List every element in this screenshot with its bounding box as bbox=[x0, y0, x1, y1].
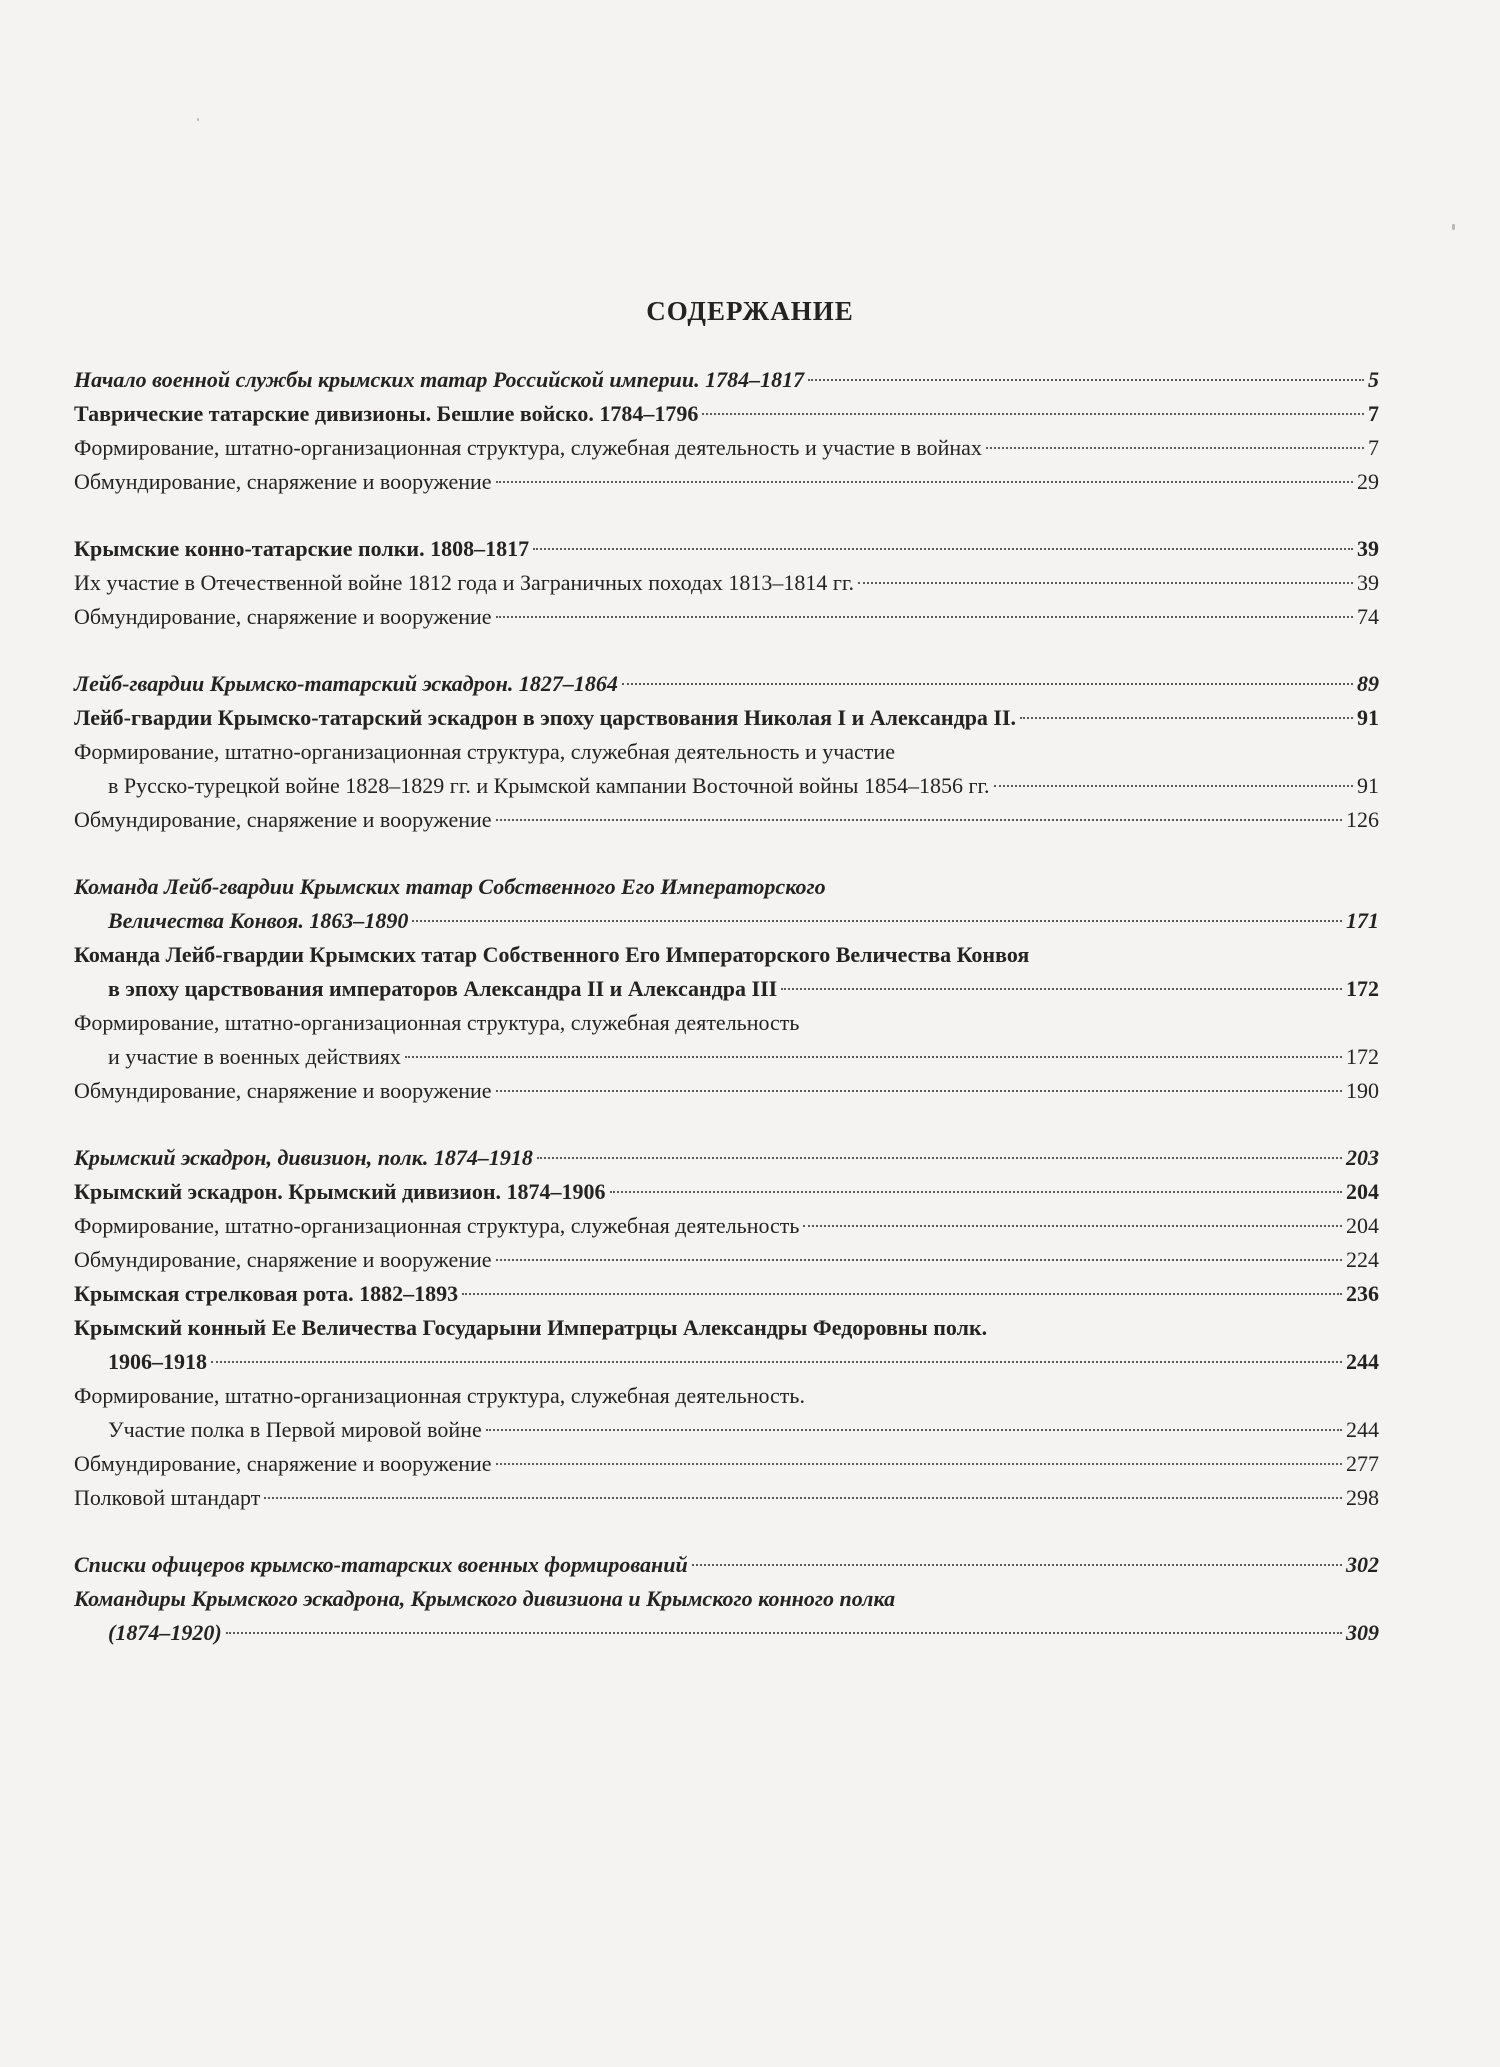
toc-entry-text: и участие в военных действиях bbox=[108, 1044, 401, 1069]
toc-entry[interactable] bbox=[74, 1548, 1379, 1582]
page-number: 302 bbox=[1346, 1552, 1379, 1577]
dot-leader bbox=[610, 1191, 1343, 1193]
toc-entry-text: Команда Лейб-гвардии Крымских татар Собственного Его Императорского Величества Конвоя bbox=[74, 942, 1030, 967]
toc-entry[interactable] bbox=[74, 1311, 1379, 1379]
toc-entry[interactable] bbox=[74, 1243, 1379, 1277]
toc-entry[interactable] bbox=[74, 870, 1379, 938]
toc-section bbox=[74, 532, 1379, 634]
toc-entry[interactable] bbox=[74, 1277, 1379, 1311]
toc-entry-text: Начало военной службы крымских татар Российской империи. 1784–1817 bbox=[74, 367, 805, 392]
dot-leader bbox=[226, 1632, 1342, 1634]
dot-leader bbox=[858, 582, 1353, 584]
toc-entry-text: Крымские конно-татарские полки. 1808–1817 bbox=[74, 536, 530, 561]
toc-entry[interactable] bbox=[74, 1582, 1379, 1650]
toc-entry-text: Списки офицеров крымско-татарских военных формирований bbox=[74, 1552, 688, 1577]
toc-entry-text: Обмундирование, снаряжение и вооружение bbox=[74, 1247, 492, 1272]
toc-entry-text: Обмундирование, снаряжение и вооружение bbox=[74, 807, 492, 832]
page-number: 172 bbox=[1346, 976, 1379, 1001]
page-number: 244 bbox=[1346, 1417, 1379, 1442]
page-number: 236 bbox=[1346, 1281, 1379, 1306]
toc-entry-text: Крымский эскадрон, дивизион, полк. 1874–1918 bbox=[74, 1145, 533, 1170]
page-number: 224 bbox=[1346, 1247, 1379, 1272]
toc-entry[interactable] bbox=[74, 667, 1379, 701]
toc-entry[interactable] bbox=[74, 363, 1379, 397]
dot-leader bbox=[412, 920, 1342, 922]
toc-entry[interactable] bbox=[74, 465, 1379, 499]
toc-entry-text: Крымский эскадрон. Крымский дивизион. 1874–1906 bbox=[74, 1179, 606, 1204]
toc-entry-text: Полковой штандарт bbox=[74, 1485, 261, 1510]
toc-entry[interactable] bbox=[74, 1379, 1379, 1447]
toc-entry-text: Обмундирование, снаряжение и вооружение bbox=[74, 1451, 492, 1476]
dot-leader bbox=[808, 379, 1364, 381]
dot-leader bbox=[496, 819, 1342, 821]
page-number: 298 bbox=[1346, 1485, 1379, 1510]
toc-entry-text: Формирование, штатно-организационная структура, служебная деятельность и участие в войнах bbox=[74, 435, 982, 460]
page-title: СОДЕРЖАНИЕ bbox=[646, 296, 854, 326]
page-number: 91 bbox=[1357, 773, 1379, 798]
toc-entry[interactable] bbox=[74, 1175, 1379, 1209]
dot-leader bbox=[496, 1090, 1342, 1092]
dot-leader bbox=[986, 447, 1364, 449]
toc-entry-text: Команда Лейб-гвардии Крымских татар Собственного Его Императорского bbox=[74, 874, 826, 899]
toc-entry-text: в Русско-турецкой войне 1828–1829 гг. и Крымской кампании Восточной войны 1854–1856 гг. bbox=[108, 773, 990, 798]
toc-entry-text: Лейб-гвардии Крымско-татарский эскадрон в эпоху царствования Николая I и Александра II. bbox=[74, 705, 1017, 730]
dot-leader bbox=[702, 413, 1364, 415]
page-number: 190 bbox=[1346, 1078, 1379, 1103]
page-number: 39 bbox=[1357, 570, 1379, 595]
toc-entry-text: в эпоху царствования императоров Александра II и Александра III bbox=[108, 976, 778, 1001]
toc-entry[interactable] bbox=[74, 1074, 1379, 1108]
toc-entry[interactable] bbox=[74, 600, 1379, 634]
dot-leader bbox=[622, 683, 1353, 685]
dot-leader bbox=[533, 548, 1353, 550]
toc-entry-text: Обмундирование, снаряжение и вооружение bbox=[74, 604, 492, 629]
dot-leader bbox=[1020, 717, 1353, 719]
page-number: 7 bbox=[1368, 401, 1379, 426]
toc-entry-text: Командиры Крымского эскадрона, Крымского дивизиона и Крымского конного полка bbox=[74, 1586, 896, 1611]
toc-entry-text: Их участие в Отечественной войне 1812 года и Заграничных походах 1813–1814 гг. bbox=[74, 570, 854, 595]
page-number: 126 bbox=[1346, 807, 1379, 832]
dot-leader bbox=[264, 1497, 1342, 1499]
toc-entry[interactable] bbox=[74, 1209, 1379, 1243]
page-number: 277 bbox=[1346, 1451, 1379, 1476]
toc-entry[interactable] bbox=[74, 1481, 1379, 1515]
page-number: 7 bbox=[1368, 435, 1379, 460]
toc-entry[interactable] bbox=[74, 735, 1379, 803]
toc-entry[interactable] bbox=[74, 938, 1379, 1006]
dot-leader bbox=[781, 988, 1342, 990]
page-number: 309 bbox=[1346, 1620, 1379, 1645]
toc-entry-text: Формирование, штатно-организационная структура, служебная деятельность bbox=[74, 1010, 800, 1035]
toc-entry-text: Формирование, штатно-организационная структура, служебная деятельность bbox=[74, 1213, 800, 1238]
toc-entry-text: Участие полка в Первой мировой войне bbox=[108, 1417, 482, 1442]
page-number: 89 bbox=[1357, 671, 1379, 696]
page-number: 171 bbox=[1346, 908, 1379, 933]
scan-mark bbox=[1452, 224, 1455, 230]
toc-entry-text: Величества Конвоя. 1863–1890 bbox=[108, 908, 409, 933]
table-of-contents bbox=[74, 363, 1379, 1683]
dot-leader bbox=[803, 1225, 1342, 1227]
dot-leader bbox=[496, 481, 1353, 483]
toc-entry-text: (1874–1920) bbox=[108, 1620, 222, 1645]
page-number: 39 bbox=[1357, 536, 1379, 561]
page-number: 244 bbox=[1346, 1349, 1379, 1374]
page-number: 29 bbox=[1357, 469, 1379, 494]
toc-entry[interactable] bbox=[74, 566, 1379, 600]
toc-section bbox=[74, 1548, 1379, 1650]
toc-entry[interactable] bbox=[74, 397, 1379, 431]
toc-entry-text: Крымский конный Ее Величества Государыни Императрцы Александры Федоровны полк. bbox=[74, 1315, 988, 1340]
toc-entry[interactable] bbox=[74, 803, 1379, 837]
toc-section bbox=[74, 870, 1379, 1108]
toc-entry-text: Формирование, штатно-организационная структура, служебная деятельность и участие bbox=[74, 739, 895, 764]
page-number: 172 bbox=[1346, 1044, 1379, 1069]
toc-entry-text: Лейб-гвардии Крымско-татарский эскадрон. 1827–1864 bbox=[74, 671, 618, 696]
toc-section bbox=[74, 667, 1379, 837]
page-number: 5 bbox=[1368, 367, 1379, 392]
dot-leader bbox=[496, 1259, 1342, 1261]
toc-entry-text: Крымская стрелковая рота. 1882–1893 bbox=[74, 1281, 459, 1306]
toc-entry-text: 1906–1918 bbox=[108, 1349, 207, 1374]
toc-entry[interactable] bbox=[74, 431, 1379, 465]
scan-mark bbox=[197, 118, 199, 121]
dot-leader bbox=[537, 1157, 1342, 1159]
toc-entry-text: Формирование, штатно-организационная структура, служебная деятельность. bbox=[74, 1383, 805, 1408]
dot-leader bbox=[692, 1564, 1342, 1566]
dot-leader bbox=[486, 1429, 1342, 1431]
dot-leader bbox=[462, 1293, 1342, 1295]
page-number: 204 bbox=[1346, 1179, 1379, 1204]
toc-section bbox=[74, 1141, 1379, 1515]
toc-entry[interactable] bbox=[74, 1447, 1379, 1481]
page-number: 91 bbox=[1357, 705, 1379, 730]
toc-entry[interactable] bbox=[74, 701, 1379, 735]
dot-leader bbox=[496, 1463, 1342, 1465]
toc-entry-text: Таврические татарские дивизионы. Бешлие войско. 1784–1796 bbox=[74, 401, 699, 426]
toc-entry[interactable] bbox=[74, 1006, 1379, 1074]
toc-entry-text: Обмундирование, снаряжение и вооружение bbox=[74, 469, 492, 494]
toc-entry[interactable] bbox=[74, 1141, 1379, 1175]
page-number: 74 bbox=[1357, 604, 1379, 629]
toc-section bbox=[74, 363, 1379, 499]
dot-leader bbox=[496, 616, 1353, 618]
page-number: 204 bbox=[1346, 1213, 1379, 1238]
page-number: 203 bbox=[1346, 1145, 1379, 1170]
toc-entry[interactable] bbox=[74, 532, 1379, 566]
dot-leader bbox=[994, 785, 1353, 787]
dot-leader bbox=[211, 1361, 1342, 1363]
dot-leader bbox=[405, 1056, 1342, 1058]
toc-entry-text: Обмундирование, снаряжение и вооружение bbox=[74, 1078, 492, 1103]
